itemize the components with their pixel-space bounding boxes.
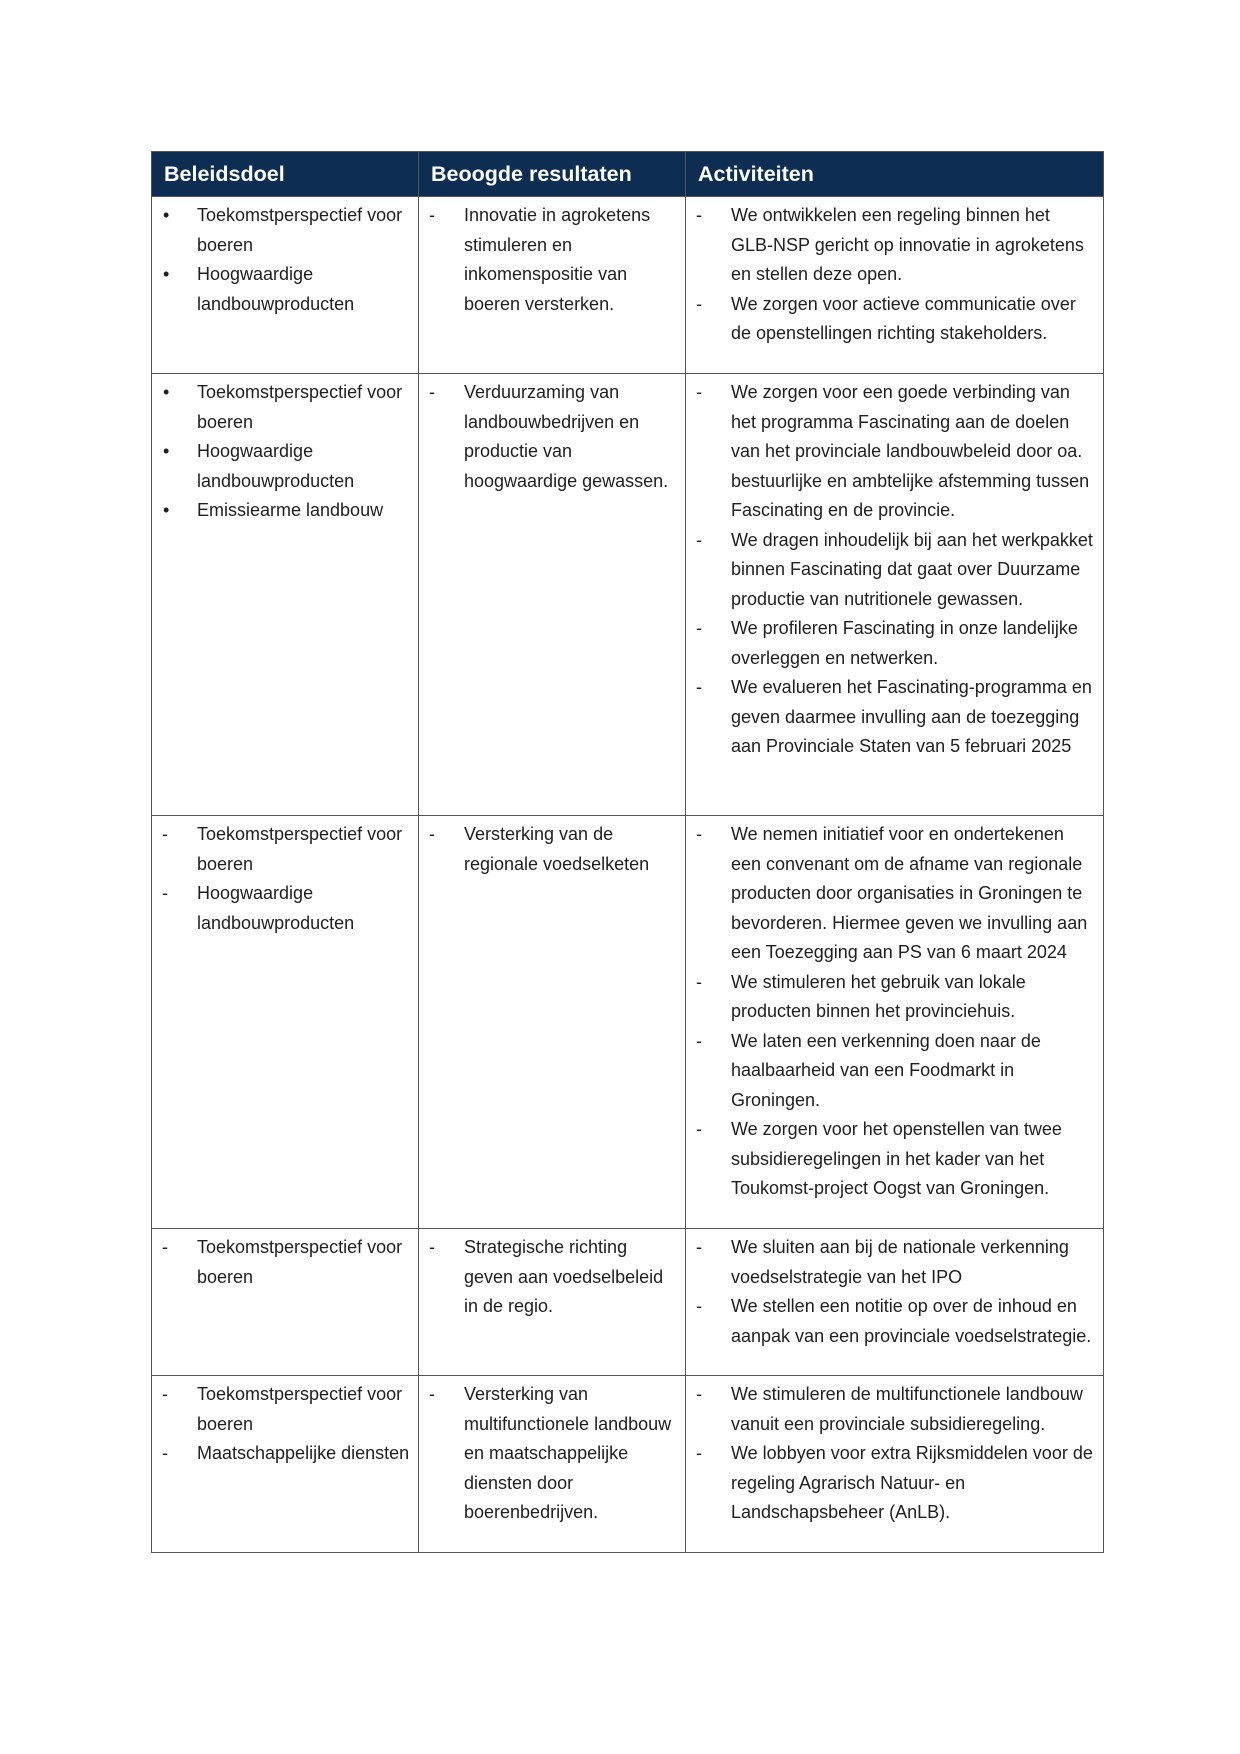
resultaten-cell [419,1376,686,1553]
list-item: - We evalueren het Fascinating-programma en geven daarmee invulling aan de toezegging aan Provinciale Staten van 5 februari 2025 [694,673,1095,762]
list-item: - Hoogwaardige landbouwproducten [160,879,410,938]
list-item: - Versterking van de regionale voedselketen [427,820,677,879]
resultaten-cell [419,197,686,374]
list-item: • Toekomstperspectief voor boeren [160,201,410,260]
table-row [152,816,1104,1229]
list-item: - We lobbyen voor extra Rijksmiddelen voor de regeling Agrarisch Natuur- en Landschapsbeheer (AnLB). [694,1439,1095,1528]
list-item: - Toekomstperspectief voor boeren [160,1380,410,1439]
list-item: - We nemen initiatief voor en ondertekenen een convenant om de afname van regionale producten door organisaties in Groningen te bevorderen. Hiermee geven we invulling aan een Toezegging aan PS van 6 maart 2024 [694,820,1095,968]
beleidsdoel-cell [152,816,419,1229]
list-item: - We zorgen voor actieve communicatie over de openstellingen richting stakeholders. [694,290,1095,349]
activiteiten-cell [686,197,1104,374]
resultaten-cell [419,1229,686,1376]
list-item: - We dragen inhoudelijk bij aan het werkpakket binnen Fascinating dat gaat over Duurzame productie van nutritionele gewassen. [694,526,1095,615]
activiteiten-cell [686,1376,1104,1553]
resultaten-cell [419,374,686,816]
list-item: - Toekomstperspectief voor boeren [160,820,410,879]
header-beoogde-resultaten: Beoogde resultaten [419,152,686,197]
list-item: - Toekomstperspectief voor boeren [160,1233,410,1292]
list-item: - We ontwikkelen een regeling binnen het GLB-NSP gericht op innovatie in agroketens en stellen deze open. [694,201,1095,290]
header-activiteiten: Activiteiten [686,152,1104,197]
list-item: • Toekomstperspectief voor boeren [160,378,410,437]
list-item: - Strategische richting geven aan voedselbeleid in de regio. [427,1233,677,1322]
list-item: • Hoogwaardige landbouwproducten [160,260,410,319]
table-row [152,374,1104,816]
list-item: - We zorgen voor het openstellen van twee subsidieregelingen in het kader van het Toukomst-project Oogst van Groningen. [694,1115,1095,1204]
resultaten-cell [419,816,686,1229]
beleidsdoel-cell [152,1229,419,1376]
list-item: - We stimuleren het gebruik van lokale producten binnen het provinciehuis. [694,968,1095,1027]
list-item: - We profileren Fascinating in onze landelijke overleggen en netwerken. [694,614,1095,673]
list-item: - We sluiten aan bij de nationale verkenning voedselstrategie van het IPO [694,1233,1095,1292]
list-item: - We laten een verkenning doen naar de haalbaarheid van een Foodmarkt in Groningen. [694,1027,1095,1116]
header-beleidsdoel: Beleidsdoel [152,152,419,197]
list-item: - Versterking van multifunctionele landbouw en maatschappelijke diensten door boerenbedrijven. [427,1380,677,1528]
list-item: - We zorgen voor een goede verbinding van het programma Fascinating aan de doelen van het provinciale landbouwbeleid door oa. bestuurlijke en ambtelijke afstemming tussen Fascinating en de provincie. [694,378,1095,526]
beleidsdoel-cell [152,197,419,374]
activiteiten-cell [686,816,1104,1229]
list-item: - Innovatie in agroketens stimuleren en inkomenspositie van boeren versterken. [427,201,677,319]
list-item: - We stellen een notitie op over de inhoud en aanpak van een provinciale voedselstrategie. [694,1292,1095,1351]
policy-table [151,151,1104,1553]
header-row [152,152,1104,197]
table-row [152,1376,1104,1553]
activiteiten-cell [686,374,1104,816]
list-item: • Hoogwaardige landbouwproducten [160,437,410,496]
list-item: - Maatschappelijke diensten [160,1439,410,1469]
activiteiten-cell [686,1229,1104,1376]
table-row [152,1229,1104,1376]
table-row [152,197,1104,374]
beleidsdoel-cell [152,374,419,816]
list-item: • Emissiearme landbouw [160,496,410,526]
list-item: - We stimuleren de multifunctionele landbouw vanuit een provinciale subsidieregeling. [694,1380,1095,1439]
list-item: - Verduurzaming van landbouwbedrijven en productie van hoogwaardige gewassen. [427,378,677,496]
beleidsdoel-cell [152,1376,419,1553]
